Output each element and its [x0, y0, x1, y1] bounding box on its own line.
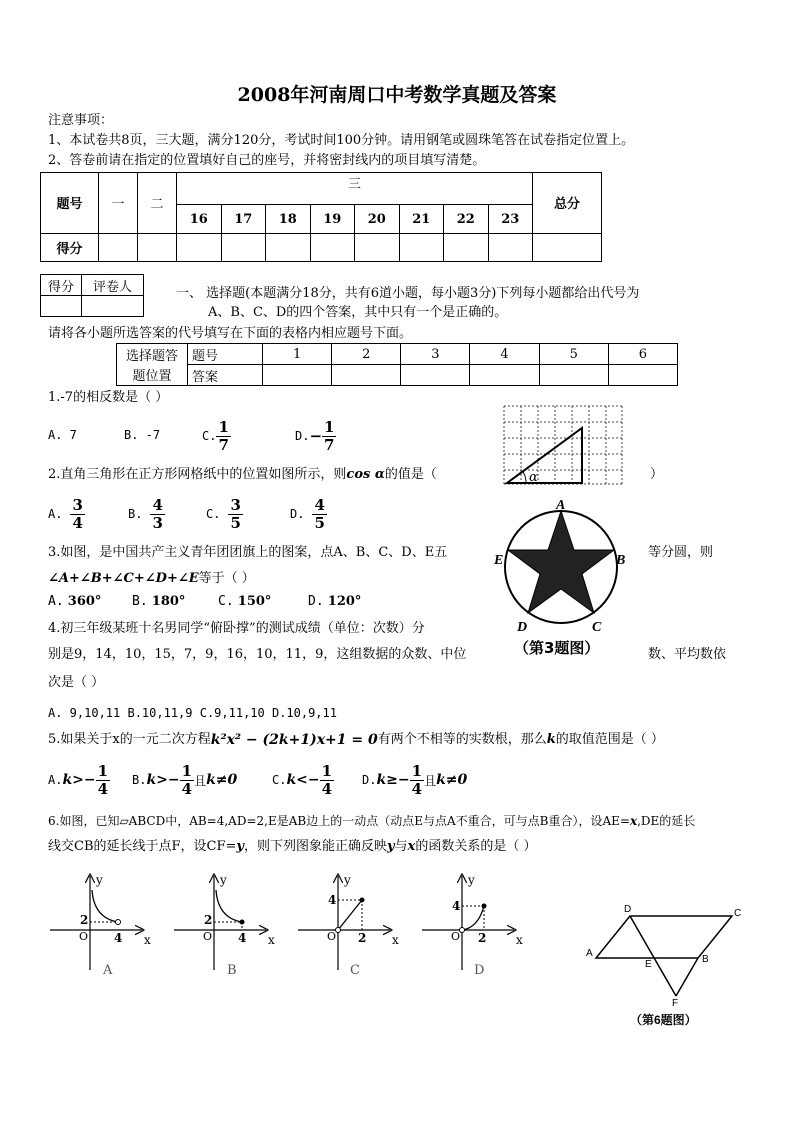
- score-sub-22: 22: [444, 205, 489, 233]
- score-cell[interactable]: [138, 233, 177, 261]
- q6c-label: C: [350, 963, 360, 978]
- q6a-open-point: [116, 920, 121, 925]
- answer-cell[interactable]: [401, 365, 470, 386]
- score-sub-20: 20: [355, 205, 400, 233]
- q5-stem: [48, 731, 664, 749]
- q4-options: A. 9,10,11 B.10,11,9 C.9,11,10 D.10,9,11: [48, 706, 337, 720]
- answer-num-6: 6: [608, 344, 677, 365]
- q6c-origin: O: [327, 930, 337, 943]
- answer-cell[interactable]: [263, 365, 332, 386]
- grader-pingjuanren: 评卷人: [82, 275, 144, 296]
- q3-stem-c: 等于（ ）: [198, 571, 255, 586]
- q6d-origin: O: [451, 930, 461, 943]
- q6-line-df: [630, 916, 676, 996]
- q6a-y-label: y: [96, 873, 103, 887]
- answer-table: [116, 343, 678, 386]
- q5-b-frac: $\frac{1}{4}$: [181, 761, 193, 798]
- score-table: [40, 172, 602, 262]
- q3-stem-a: 3.如图，是中国共产主义青年团团旗上的图案，点A、B、C、D、E五: [48, 545, 448, 560]
- q5-option-a: A. k>− $\frac{1}{4}$: [48, 761, 109, 798]
- q2-b-label: B.: [128, 507, 143, 521]
- q5-d-frac: $\frac{1}{4}$: [411, 761, 423, 798]
- q3-option-d: D. 120°: [308, 594, 362, 609]
- q2-cos: cos α: [346, 467, 385, 482]
- q2-c-label: C.: [206, 507, 221, 521]
- q6-point-d: D: [624, 904, 632, 915]
- score-cell[interactable]: [99, 233, 138, 261]
- q3-option-c: C. 150°: [218, 594, 272, 609]
- q6a-label: A: [103, 963, 113, 978]
- score-sub-19: 19: [310, 205, 355, 233]
- section1-heading: 一、 选择题(本题满分18分，共有6道小题，每小题3分)下列每小题都给出代号为: [176, 286, 640, 301]
- q6a-origin: O: [79, 930, 89, 943]
- q2-d-frac: $\frac{4}{5}$: [314, 495, 325, 532]
- score-header-er: 二: [138, 173, 177, 234]
- q6-parallelogram-figure: [586, 900, 752, 1032]
- q6b-origin: O: [203, 930, 213, 943]
- answer-num-2: 2: [332, 344, 401, 365]
- q6d-curve: [462, 906, 484, 930]
- q2-a-frac: $\frac{3}{4}$: [72, 495, 83, 532]
- q5-c-frac: $\frac{1}{4}$: [321, 761, 333, 798]
- score-cell[interactable]: [355, 233, 400, 261]
- page-title: 2008年河南周口中考数学真题及答案: [237, 84, 557, 106]
- score-cell[interactable]: [221, 233, 266, 261]
- q2-option-a: [48, 492, 85, 536]
- q2-b-frac: $\frac{4}{3}$: [152, 495, 163, 532]
- q3-point-e: E: [494, 553, 504, 568]
- q6d-tick-2: 2: [478, 931, 487, 945]
- q1-option-d: [295, 414, 336, 458]
- q2-option-c: [206, 492, 243, 536]
- score-sub-23: 23: [488, 205, 533, 233]
- q3-caption: （第3题图）: [514, 639, 600, 657]
- grader-box: [40, 274, 144, 317]
- q6a-tick-2: 2: [80, 913, 89, 927]
- notice-heading: 注意事项：: [48, 113, 114, 128]
- score-sub-16: 16: [177, 205, 222, 233]
- q3-star-figure: [492, 500, 632, 665]
- score-sub-17: 17: [221, 205, 266, 233]
- q3-point-b: B: [616, 553, 626, 568]
- q6-graph-c: [294, 870, 404, 980]
- score-cell[interactable]: [488, 233, 533, 261]
- q5-stem-a: 5.如果关于x的一元二次方程: [48, 732, 211, 747]
- score-cell[interactable]: [310, 233, 355, 261]
- score-row-defen: 得分: [41, 233, 99, 261]
- section1-heading-2: A、B、C、D的四个答案，其中只有一个是正确的。: [208, 305, 508, 320]
- q6c-line: [338, 900, 362, 930]
- q6-graph-a: [46, 870, 156, 980]
- q3-option-b: B. 180°: [132, 594, 186, 609]
- q6-line-2: 线交CB的延长线于点F，设CF=y，则下列图象能正确反映y与x的函数关系的是（ ）: [48, 839, 537, 854]
- q4-line-3: 次是（ ）: [48, 675, 105, 690]
- q5-stem-c: 的取值范围是（ ）: [555, 732, 664, 747]
- q1-d-label: D.: [295, 429, 310, 443]
- q4-line-2b: 数、平均数依: [648, 647, 727, 662]
- answer-num-3: 3: [401, 344, 470, 365]
- q2-triangle: [507, 428, 582, 483]
- q2-stem-a: 2.直角三角形在正方形网格纸中的位置如图所示，则: [48, 467, 347, 482]
- score-sub-21: 21: [399, 205, 444, 233]
- q6a-curve: [92, 890, 118, 922]
- q5-option-d: D. k≥− $\frac{1}{4}$ 且 k≠0: [362, 761, 468, 798]
- q6-parallelogram: [596, 916, 732, 958]
- q2-close-paren: ）: [650, 467, 664, 482]
- q6d-label: D: [474, 963, 485, 978]
- score-header-tihao: 题号: [41, 173, 99, 234]
- q2-c-frac: $\frac{3}{5}$: [230, 495, 241, 532]
- q3-point-d: D: [517, 620, 528, 635]
- q3-stem-b: 等分圆，则: [648, 545, 714, 560]
- q6b-tick-4: 4: [238, 931, 247, 945]
- score-sub-18: 18: [266, 205, 311, 233]
- score-cell[interactable]: [177, 233, 222, 261]
- q5-stem-b: 有两个不相等的实数根，那么: [377, 732, 547, 747]
- q6a-tick-4: 4: [114, 931, 123, 945]
- answer-num-5: 5: [539, 344, 608, 365]
- q6b-tick-2: 2: [204, 913, 213, 927]
- q3-stem-line2: [48, 570, 255, 588]
- q6c-tick-2: 2: [358, 931, 367, 945]
- q1-stem: 1.-7的相反数是（ ）: [48, 390, 169, 405]
- q2-alpha-label: α: [529, 470, 538, 485]
- q2-option-b: [128, 492, 165, 536]
- score-header-san: 三: [177, 173, 533, 205]
- answer-row-daan: 答案: [188, 365, 263, 386]
- q1-option-a: A. 7: [48, 428, 77, 442]
- notice-item-1: 1、本试卷共8页，三大题，满分120分，考试时间100分钟。请用钢笔或圆珠笔答在试卷指定位置上。: [48, 133, 635, 148]
- grader-defen: 得分: [41, 275, 82, 296]
- q6d-x-label: x: [516, 933, 523, 947]
- q6d-y-label: y: [468, 873, 475, 887]
- q5-equation: k²x² − (2k+1)x+1 = 0: [210, 732, 378, 748]
- q3-option-a: A. 360°: [48, 594, 102, 609]
- q6-line-bf: [676, 958, 698, 996]
- notice-item-2: 2、答卷前请在指定的位置填好自己的座号，并将密封线内的项目填写清楚。: [48, 153, 486, 168]
- q2-grid-figure: [502, 404, 624, 486]
- q2-d-label: D.: [290, 507, 305, 521]
- q6d-closed-point: [482, 904, 487, 909]
- q6d-tick-4: 4: [452, 899, 461, 913]
- score-cell[interactable]: [444, 233, 489, 261]
- q6c-y-label: y: [344, 873, 351, 887]
- score-header-yi: 一: [99, 173, 138, 234]
- grader-cell[interactable]: [82, 296, 144, 317]
- q4-line-2: 别是9，14，10，15，7，9，16，10，11，9，这组数据的众数、中位: [48, 647, 467, 662]
- q6-point-a: A: [586, 948, 593, 959]
- q6c-open-point: [336, 928, 341, 933]
- q6c-x-label: x: [392, 933, 399, 947]
- q6-graph-b: [170, 870, 280, 980]
- q6-point-b: B: [702, 954, 709, 965]
- q1-c-frac: $\frac{1}{7}$: [218, 417, 229, 454]
- section1-instruction: 请将各小题所选答案的代号填写在下面的表格内相应题号下面。: [48, 326, 413, 341]
- q2-stem-b: 的值是（: [384, 467, 437, 482]
- answer-row-tihao: 题号: [188, 344, 263, 365]
- q6-point-e: E: [645, 959, 652, 970]
- answer-num-4: 4: [470, 344, 539, 365]
- q6-point-c: C: [734, 908, 742, 919]
- q1-d-sign: −: [309, 427, 323, 445]
- q1-d-frac: $\frac{1}{7}$: [324, 417, 335, 454]
- answer-cell[interactable]: [470, 365, 539, 386]
- q6a-x-label: x: [144, 933, 151, 947]
- q2-stem: [48, 466, 437, 484]
- q6b-y-label: y: [220, 873, 227, 887]
- answer-cell[interactable]: [332, 365, 401, 386]
- q5-option-c: C. k<− $\frac{1}{4}$: [272, 761, 333, 798]
- q6b-label: B: [227, 963, 237, 978]
- answer-cell[interactable]: [608, 365, 677, 386]
- q4-line-1: 4.初三年级某班十名男同学“俯卧撑”的测试成绩（单位：次数）分: [48, 621, 425, 636]
- q5-option-b: B. k>− $\frac{1}{4}$ 且 k≠0: [132, 761, 238, 798]
- q6b-x-label: x: [268, 933, 275, 947]
- grader-cell[interactable]: [41, 296, 82, 317]
- q6-line-1: 6.如图，已知▱ABCD中，AB=4,AD=2,E是AB边上的一动点（动点E与点A不重合，可与点B重合），设AE=x,DE的延长: [48, 814, 696, 828]
- q2-a-label: A.: [48, 507, 63, 521]
- q3-point-c: C: [592, 620, 602, 635]
- q6-point-f: F: [672, 998, 679, 1009]
- answer-cell[interactable]: [539, 365, 608, 386]
- q5-k: k: [546, 732, 556, 747]
- q1-c-label: C.: [202, 429, 217, 443]
- q6-graph-d: [418, 870, 528, 980]
- score-cell[interactable]: [266, 233, 311, 261]
- q6c-closed-point: [360, 898, 365, 903]
- score-cell[interactable]: [399, 233, 444, 261]
- q1-option-c: [202, 414, 231, 458]
- q6b-closed-point: [240, 920, 245, 925]
- answer-label-1: 选择题答: [117, 344, 188, 365]
- q1-option-b: B. -7: [124, 428, 161, 442]
- answer-label-2: 题位置: [117, 365, 188, 386]
- q6d-open-point: [460, 928, 465, 933]
- q5-a-frac: $\frac{1}{4}$: [97, 761, 109, 798]
- score-cell[interactable]: [533, 233, 602, 261]
- score-header-zongfen: 总分: [533, 173, 602, 234]
- q6-caption: （第6题图）: [630, 1013, 697, 1027]
- answer-num-1: 1: [263, 344, 332, 365]
- q3-angle-expr: ∠A+∠B+∠C+∠D+∠E: [48, 571, 199, 586]
- q6c-tick-4: 4: [328, 893, 337, 907]
- q6b-curve: [216, 890, 242, 922]
- q2-angle-arc: [523, 472, 526, 483]
- q2-option-d: [290, 492, 327, 536]
- q3-point-a: A: [556, 498, 566, 513]
